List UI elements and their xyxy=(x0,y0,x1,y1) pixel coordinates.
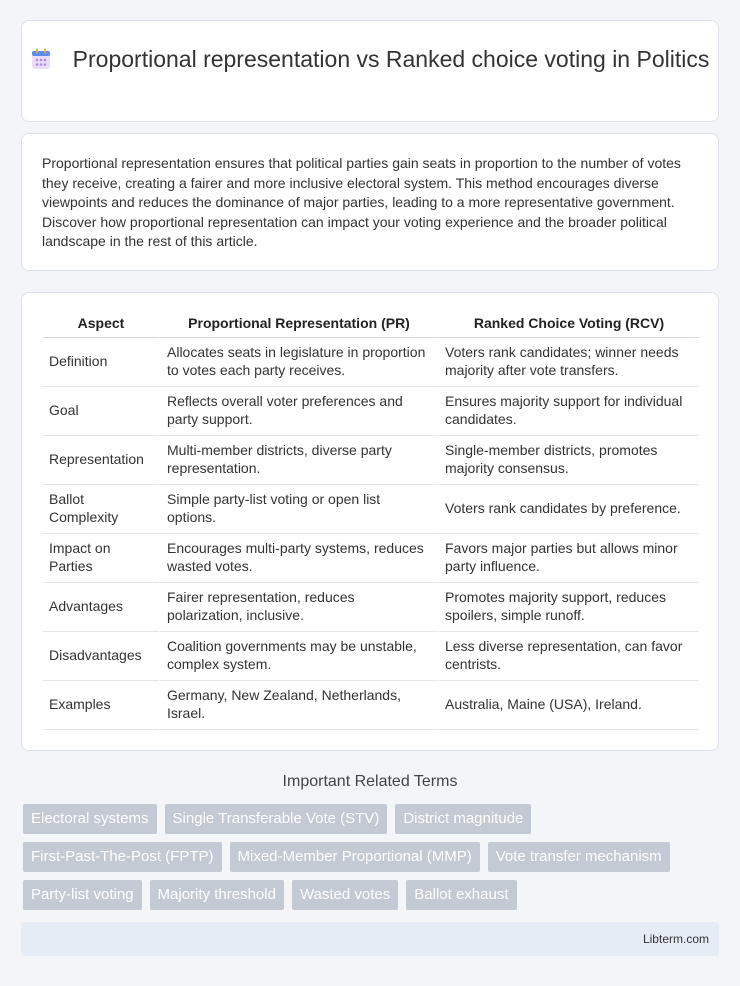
related-term-tag[interactable]: Electoral systems xyxy=(23,804,157,834)
aspect-cell: Representation xyxy=(43,436,159,485)
related-term-tag[interactable]: Single Transferable Vote (STV) xyxy=(165,804,388,834)
tag-row xyxy=(23,880,723,910)
aspect-cell: Impact on Parties xyxy=(43,534,159,583)
pr-cell: Reflects overall voter preferences and party support. xyxy=(159,387,437,436)
rcv-cell: Ensures majority support for individual candidates. xyxy=(437,387,699,436)
pr-cell: Simple party-list voting or open list options. xyxy=(159,485,437,534)
related-term-tag[interactable]: First-Past-The-Post (FPTP) xyxy=(23,842,222,872)
page-title-wrap xyxy=(22,45,718,74)
pr-cell: Encourages multi-party systems, reduces wasted votes. xyxy=(159,534,437,583)
header-aspect: Aspect xyxy=(43,315,159,338)
table-header-row xyxy=(43,315,699,338)
table-row xyxy=(43,583,699,632)
rcv-cell: Voters rank candidates by preference. xyxy=(437,485,699,534)
pr-cell: Allocates seats in legislature in proportion to votes each party receives. xyxy=(159,338,437,387)
table-row xyxy=(43,681,699,730)
related-terms-heading: Important Related Terms xyxy=(282,773,458,790)
related-terms-list xyxy=(23,804,723,918)
page-title: Proportional representation vs Ranked choice voting in Politics xyxy=(72,46,710,72)
rcv-cell: Favors major parties but allows minor party influence. xyxy=(437,534,699,583)
aspect-cell: Disadvantages xyxy=(43,632,159,681)
header-pr: Proportional Representation (PR) xyxy=(159,315,437,338)
rcv-cell: Voters rank candidates; winner needs majority after vote transfers. xyxy=(437,338,699,387)
pr-cell: Germany, New Zealand, Netherlands, Israel. xyxy=(159,681,437,730)
related-term-tag[interactable]: Party-list voting xyxy=(23,880,142,910)
calendar-icon xyxy=(31,48,51,70)
table-row xyxy=(43,436,699,485)
aspect-cell: Examples xyxy=(43,681,159,730)
title-card xyxy=(21,20,719,122)
intro-card xyxy=(21,133,719,271)
aspect-cell: Goal xyxy=(43,387,159,436)
rcv-cell: Less diverse representation, can favor centrists. xyxy=(437,632,699,681)
related-term-tag[interactable]: Majority threshold xyxy=(150,880,284,910)
pr-cell: Coalition governments may be unstable, complex system. xyxy=(159,632,437,681)
rcv-cell: Promotes majority support, reduces spoilers, simple runoff. xyxy=(437,583,699,632)
rcv-cell: Single-member districts, promotes majority consensus. xyxy=(437,436,699,485)
related-term-tag[interactable]: Vote transfer mechanism xyxy=(488,842,670,872)
table-row xyxy=(43,534,699,583)
tag-row xyxy=(23,842,723,872)
comparison-table xyxy=(43,315,699,730)
footer xyxy=(21,922,719,956)
table-row xyxy=(43,632,699,681)
related-term-tag[interactable]: Mixed-Member Proportional (MMP) xyxy=(230,842,480,872)
aspect-cell: Ballot Complexity xyxy=(43,485,159,534)
table-row xyxy=(43,338,699,387)
intro-paragraph: Proportional representation ensures that political parties gain seats in proportion to the number of votes they receive, creating a fairer and more inclusive electoral system. This method encourages diverse viewpoints and reduces the dominance of major parties, leading to a more representative government. Discover how proportional representation can impact your voting experience and the broader political landscape in the rest of this article. xyxy=(42,155,681,250)
table-row xyxy=(43,485,699,534)
table-row xyxy=(43,387,699,436)
related-term-tag[interactable]: District magnitude xyxy=(395,804,531,834)
rcv-cell: Australia, Maine (USA), Ireland. xyxy=(437,681,699,730)
header-rcv: Ranked Choice Voting (RCV) xyxy=(437,315,699,338)
pr-cell: Multi-member districts, diverse party representation. xyxy=(159,436,437,485)
comparison-card xyxy=(21,292,719,751)
aspect-cell: Definition xyxy=(43,338,159,387)
related-term-tag[interactable]: Wasted votes xyxy=(292,880,398,910)
footer-brand[interactable]: Libterm.com xyxy=(642,932,709,946)
tag-row xyxy=(23,804,723,834)
aspect-cell: Advantages xyxy=(43,583,159,632)
pr-cell: Fairer representation, reduces polarization, inclusive. xyxy=(159,583,437,632)
related-term-tag[interactable]: Ballot exhaust xyxy=(406,880,516,910)
